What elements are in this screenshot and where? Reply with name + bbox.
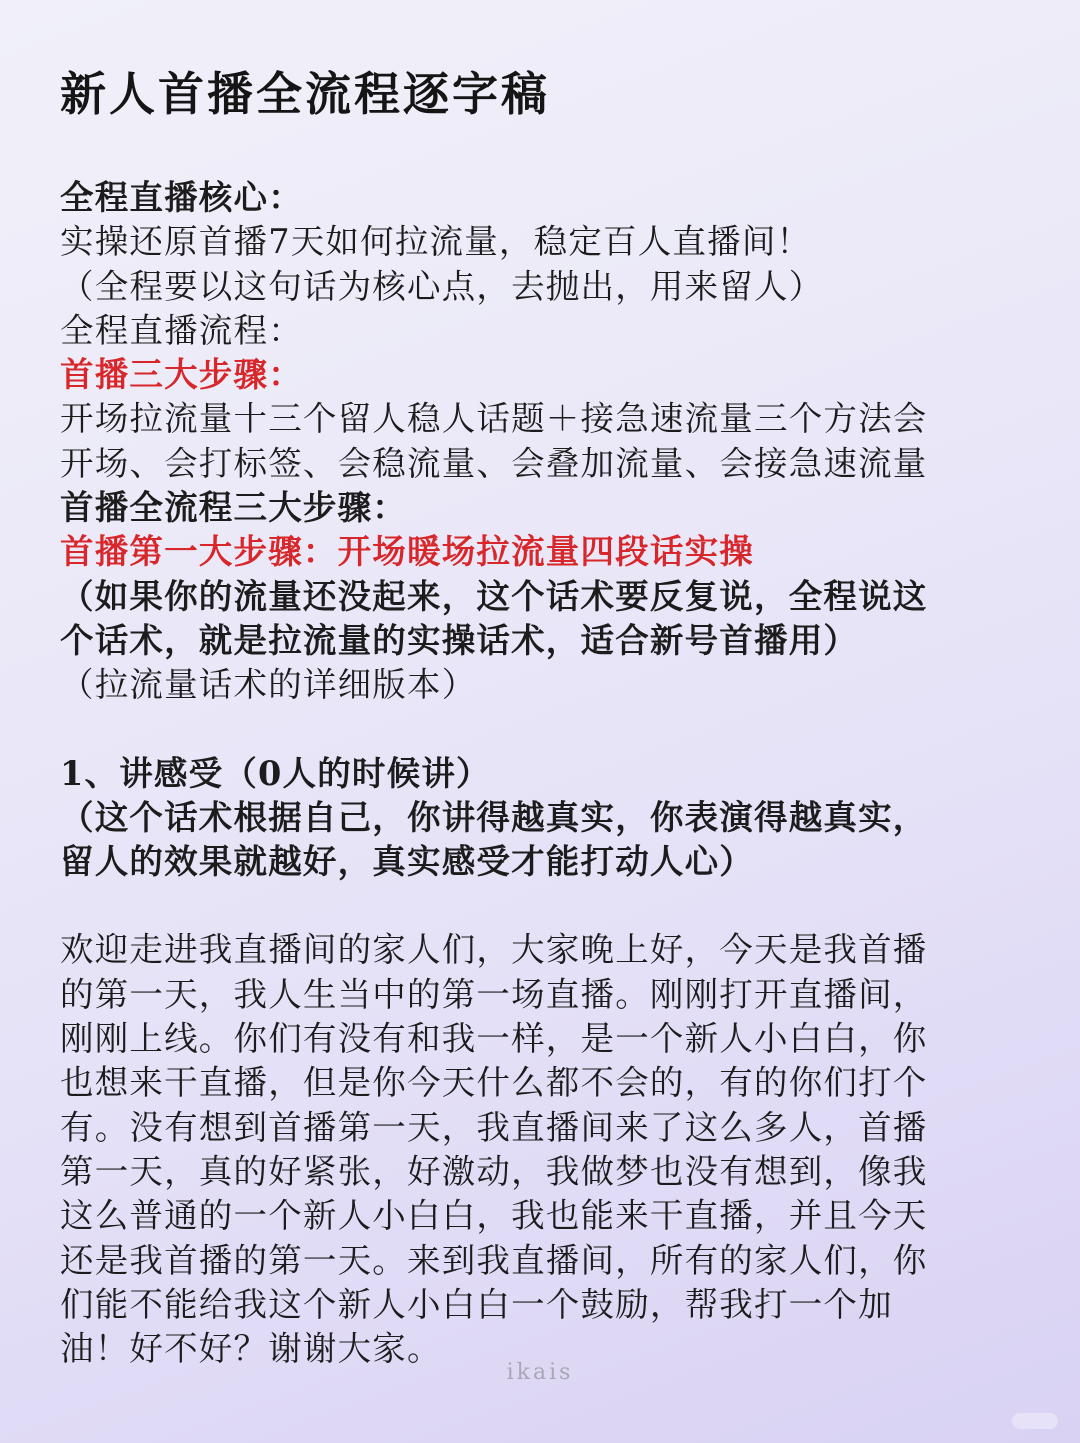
core-line-1: 实操还原首播7天如何拉流量，稳定百人直播间！ (60, 222, 812, 262)
document-page (60, 60, 1000, 1371)
spacer (60, 884, 1000, 928)
script-line: 也想来干直播，但是你今天什么都不会的，有的你们打个 (60, 1063, 928, 1103)
watermark: ikais (506, 1360, 574, 1385)
script-line: 有。没有想到首播第一天，我直播间来了这么多人，首播 (60, 1107, 928, 1147)
full-process-section (60, 486, 1000, 707)
script-line: 刚刚上线。你们有没有和我一样，是一个新人小白白，你 (60, 1019, 928, 1059)
section1-heading: 1、讲感受（0人的时候讲） (60, 753, 491, 793)
step1-note-line-1: （如果你的流量还没起来，这个话术要反复说，全程说这 (60, 576, 928, 616)
section1-note-line-2: 留人的效果就越好，真实感受才能打动人心） (60, 842, 754, 882)
script-paragraph (60, 928, 1000, 1371)
spacer (60, 708, 1000, 752)
script-line: 第一天，真的好紧张，好激动，我做梦也没有想到，像我 (60, 1151, 928, 1191)
process-heading: 全程直播流程： (60, 310, 303, 350)
script-line: 这么普通的一个新人小白白，我也能来干直播，并且今天 (60, 1196, 928, 1236)
three-steps-heading: 首播三大步骤： (60, 355, 303, 395)
full-process-heading: 首播全流程三大步骤： (60, 488, 407, 528)
step1-detail: （拉流量话术的详细版本） (60, 665, 477, 705)
three-steps-line-1: 开场拉流量十三个留人稳人话题＋接急速流量三个方法会 (60, 399, 928, 439)
script-line: 油！好不好？谢谢大家。 (60, 1329, 442, 1369)
core-section (60, 176, 1000, 353)
corner-logo-mark (1012, 1413, 1058, 1429)
step1-heading: 首播第一大步骤：开场暖场拉流量四段话实操 (60, 532, 754, 572)
three-steps-line-2: 开场、会打标签、会稳流量、会叠加流量、会接急速流量 (60, 443, 928, 483)
script-line: 们能不能给我这个新人小白白一个鼓励，帮我打一个加 (60, 1284, 893, 1324)
core-heading: 全程直播核心： (60, 178, 303, 217)
script-line: 欢迎走进我直播间的家人们，大家晚上好，今天是我首播 (60, 930, 928, 970)
step1-note-line-2: 个话术，就是拉流量的实操话术，适合新号首播用） (60, 620, 859, 660)
page-title: 新人首播全流程逐字稿 (60, 67, 550, 121)
script-line: 的第一天，我人生当中的第一场直播。刚刚打开直播间， (60, 974, 928, 1014)
section-1 (60, 752, 1000, 885)
section1-note-line-1: （这个话术根据自己，你讲得越真实，你表演得越真实， (60, 797, 928, 837)
three-steps-section (60, 353, 1000, 486)
core-line-2: （全程要以这句话为核心点，去抛出，用来留人） (60, 266, 824, 306)
script-line: 还是我首播的第一天。来到我直播间，所有的家人们，你 (60, 1240, 928, 1280)
